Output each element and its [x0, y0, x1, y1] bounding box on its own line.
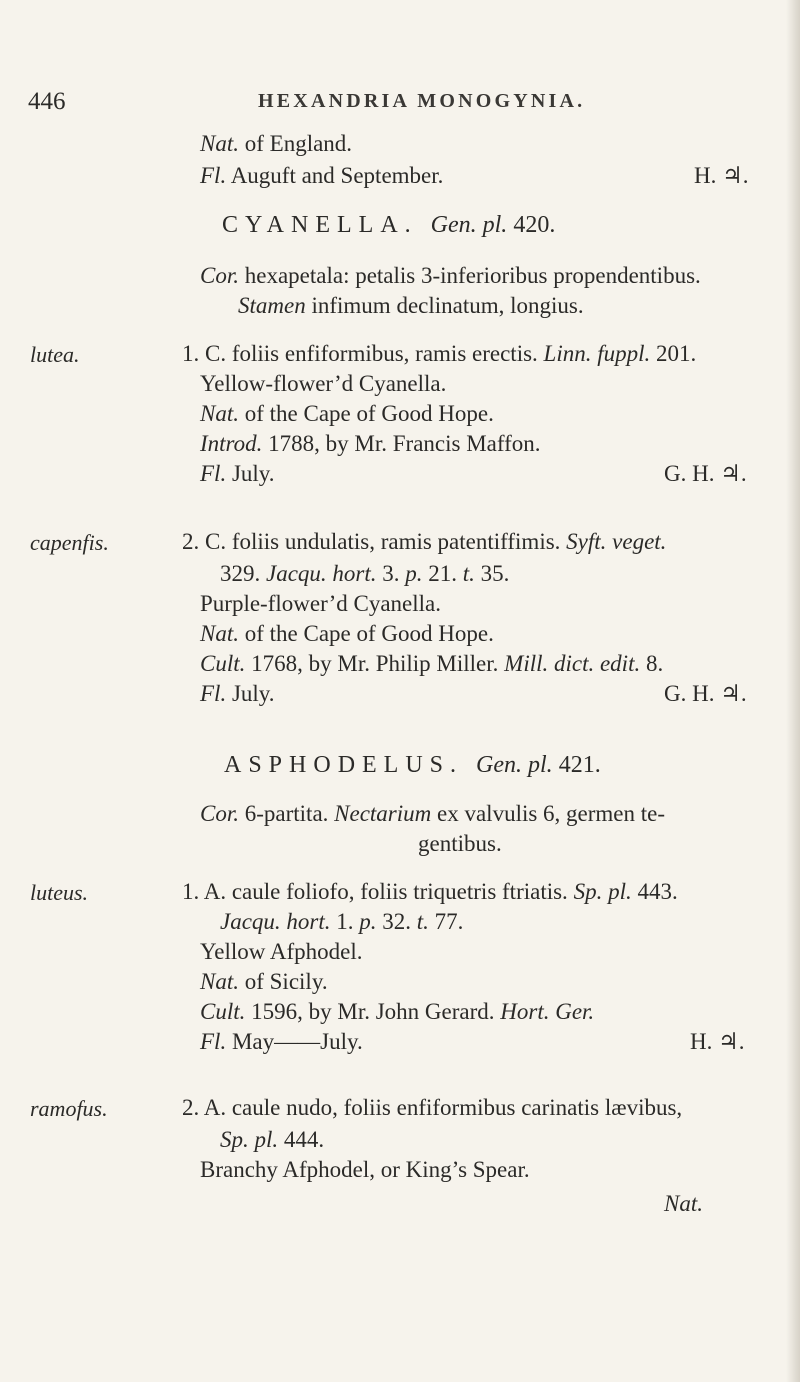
- cult-line: Cult. 1768, by Mr. Philip Miller. Mill. dict. edit. 8.: [200, 651, 664, 676]
- nat-line: Nat. of Sicily.: [200, 969, 328, 994]
- species-line-luteus: 1. A. caule foliofo, foliis triquetris ftriatis. Sp. pl. 443.: [182, 879, 678, 904]
- corolla-line-cont: gentibus.: [418, 831, 502, 856]
- species-refs: 329. Jacqu. hort. 3. p. 21. t. 35.: [220, 561, 510, 586]
- common-name: Purple-flower’d Cyanella.: [200, 591, 441, 616]
- cult-line: Cult. 1596, by Mr. John Gerard. Hort. Ger.: [200, 999, 595, 1024]
- nat-line: Nat. of England.: [200, 131, 353, 156]
- fl-line: Fl. Auguft and September.: [200, 163, 444, 188]
- introd-line: Introd. 1788, by Mr. Francis Maffon.: [200, 431, 541, 456]
- corolla-line: Cor. 6-partita. Nectarium ex valvulis 6, germen te-: [200, 801, 666, 826]
- stamen-line: Stamen infimum declinatum, longius.: [238, 293, 584, 318]
- catchword: Nat.: [664, 1191, 703, 1216]
- species-refs: Jacqu. hort. 1. p. 32. t. 77.: [220, 909, 464, 934]
- margin-name-capenfis: capenfis.: [30, 530, 109, 555]
- fl-habit: H. ♃.: [694, 163, 749, 188]
- margin-name-lutea: lutea.: [30, 342, 80, 367]
- species-line-lutea: 1. C. foliis enfiformibus, ramis erectis. Linn. fuppl. 201.: [182, 341, 697, 366]
- fl-habit: H. ♃.: [690, 1029, 745, 1054]
- running-head: HEXANDRIA MONOGYNIA.: [258, 90, 586, 112]
- common-name: Yellow Afphodel.: [200, 939, 363, 964]
- fl-line: Fl. July.: [200, 681, 275, 706]
- page-edge-shadow: [786, 0, 800, 1382]
- genus-heading-asphodelus: ASPHODELUS. Gen. pl. 421.: [224, 752, 601, 778]
- species-line-ramofus: 2. A. caule nudo, foliis enfiformibus carinatis lævibus,: [182, 1095, 683, 1120]
- species-line-capenfis: 2. C. foliis undulatis, ramis patentiffimis. Syft. veget.: [182, 529, 667, 554]
- nat-line: Nat. of the Cape of Good Hope.: [200, 621, 494, 646]
- common-name: Branchy Afphodel, or King’s Spear.: [200, 1157, 530, 1182]
- page-number: 446: [28, 88, 66, 115]
- fl-line: Fl. July.: [200, 461, 275, 486]
- fl-line: Fl. May——July.: [200, 1029, 363, 1054]
- fl-habit: G. H. ♃.: [664, 681, 747, 706]
- corolla-line: Cor. hexapetala: petalis 3-inferioribus propendentibus.: [200, 263, 701, 288]
- species-refs: Sp. pl. 444.: [220, 1127, 325, 1152]
- common-name: Yellow-flower’d Cyanella.: [200, 371, 447, 396]
- genus-heading-cyanella: CYANELLA. Gen. pl. 420.: [222, 212, 556, 238]
- margin-name-luteus: luteus.: [30, 880, 89, 905]
- nat-line: Nat. of the Cape of Good Hope.: [200, 401, 494, 426]
- margin-name-ramofus: ramofus.: [30, 1096, 108, 1121]
- fl-habit: G. H. ♃.: [664, 461, 747, 486]
